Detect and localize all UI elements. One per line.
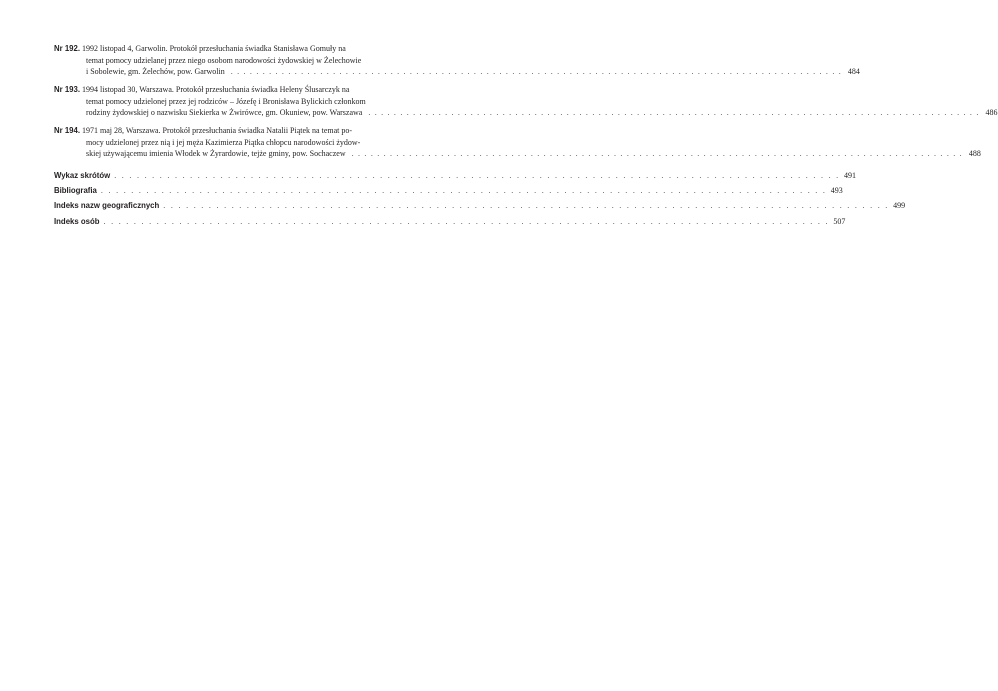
entry-last-line xyxy=(54,66,860,78)
dot-leader: . . . . . . . . . . . . . . . . . . . . . . . . . . . . . . . . . . . . . . . . . . . . . . . . . . . . . . . . . . . . . . . . . . . . . . . . . . . . . . . . . . . . . . . . . . . . . . . . xyxy=(163,201,890,210)
section-label: Wykaz skrótów xyxy=(54,171,111,180)
dot-leader: . . . . . . . . . . . . . . . . . . . . . . . . . . . . . . . . . . . . . . . . . . . . . . . . . . . . . . . . . . . . . . . . . . . . . . . . . . . . . . . . . . . . . . . . . . . . . . . . xyxy=(114,171,840,180)
section-label: Indeks nazw geograficznych xyxy=(54,201,160,210)
page-number: 486 xyxy=(985,108,998,117)
toc-entry-192 xyxy=(54,43,860,78)
page-number: 488 xyxy=(968,149,981,158)
dot-leader: . . . . . . . . . . . . . . . . . . . . . . . . . . . . . . . . . . . . . . . . . . . . . . . . . . . . . . . . . . . . . . . . . . . . . . . . . . . . . . . . . . . . . . . . . . . . . . . . xyxy=(368,108,980,117)
dot-leader: . . . . . . . . . . . . . . . . . . . . . . . . . . . . . . . . . . . . . . . . . . . . . . . . . . . . . . . . . . . . . . . . . . . . . . . . . . . . . . . . . . . . . . . . . . . . . . . . xyxy=(103,217,830,226)
dot-leader: . . . . . . . . . . . . . . . . . . . . . . . . . . . . . . . . . . . . . . . . . . . . . . . . . . . . . . . . . . . . . . . . . . . . . . . . . . . . . . . . . . . . . . . . . . . . . . . . xyxy=(100,186,827,195)
entry-number: Nr 193. xyxy=(54,85,81,94)
toc-section-indeks-nazw-geograficznych xyxy=(54,201,906,210)
page-number: 493 xyxy=(830,186,843,195)
toc-entry-193 xyxy=(54,84,998,119)
entry-last-line xyxy=(54,107,998,119)
entry-title-line: mocy udzielonej przez nią i jej męża Kazimierza Piątka chłopcu narodowości żydow- xyxy=(86,137,361,147)
dot-leader: . . . . . . . . . . . . . . . . . . . . . . . . . . . . . . . . . . . . . . . . . . . . . . . . . . . . . . . . . . . . . . . . . . . . . . . . . . . . . . . . . . . . . . . . . . . . . . . . xyxy=(230,67,842,76)
dot-leader: . . . . . . . . . . . . . . . . . . . . . . . . . . . . . . . . . . . . . . . . . . . . . . . . . . . . . . . . . . . . . . . . . . . . . . . . . . . . . . . . . . . . . . . . . . . . . . . . xyxy=(351,149,963,158)
section-label: Indeks osób xyxy=(54,217,100,226)
entry-title-line: temat pomocy udzielanej przez niego osobom narodowości żydowskiej w Żelechowie xyxy=(86,55,362,65)
page-number: 499 xyxy=(893,201,906,210)
entry-title-line: skiej używającemu imienia Włodek w Żyrardowie, tejże gminy, pow. Sochaczew xyxy=(86,149,346,158)
toc-section-bibliografia xyxy=(54,186,843,195)
toc-section-wykaz-skrotow xyxy=(54,171,856,180)
entry-title-line: i Sobolewie, gm. Żelechów, pow. Garwolin xyxy=(86,67,225,76)
entry-last-line xyxy=(54,148,981,160)
section-label: Bibliografia xyxy=(54,186,97,195)
entry-title-line: 1994 listopad 30, Warszawa. Protokół przesłuchania świadka Heleny Ślusarczyk na xyxy=(82,85,350,94)
entry-first-line xyxy=(54,84,434,96)
page-number: 491 xyxy=(844,171,856,180)
entry-first-line xyxy=(54,43,434,55)
toc-entry-194 xyxy=(54,125,981,160)
toc-section-indeks-osob xyxy=(54,217,846,226)
entry-number: Nr 194. xyxy=(54,126,81,135)
entry-title-line: temat pomocy udzielonej przez jej rodziców – Józefę i Bronisława Bylickich członkom xyxy=(86,96,366,106)
page-number: 484 xyxy=(847,67,860,76)
entry-number: Nr 192. xyxy=(54,44,81,53)
page-number: 507 xyxy=(833,217,846,226)
entry-title-line: 1992 listopad 4, Garwolin. Protokół przesłuchania świadka Stanisława Gomuły na xyxy=(82,44,346,53)
entry-title-line: rodziny żydowskiej o nazwisku Siekierka w Żwirówce, gm. Okuniew, pow. Warszawa xyxy=(86,108,363,117)
entry-first-line xyxy=(54,125,434,137)
entry-title-line: 1971 maj 28, Warszawa. Protokół przesłuchania świadka Natalii Piątek na temat po- xyxy=(82,126,353,135)
